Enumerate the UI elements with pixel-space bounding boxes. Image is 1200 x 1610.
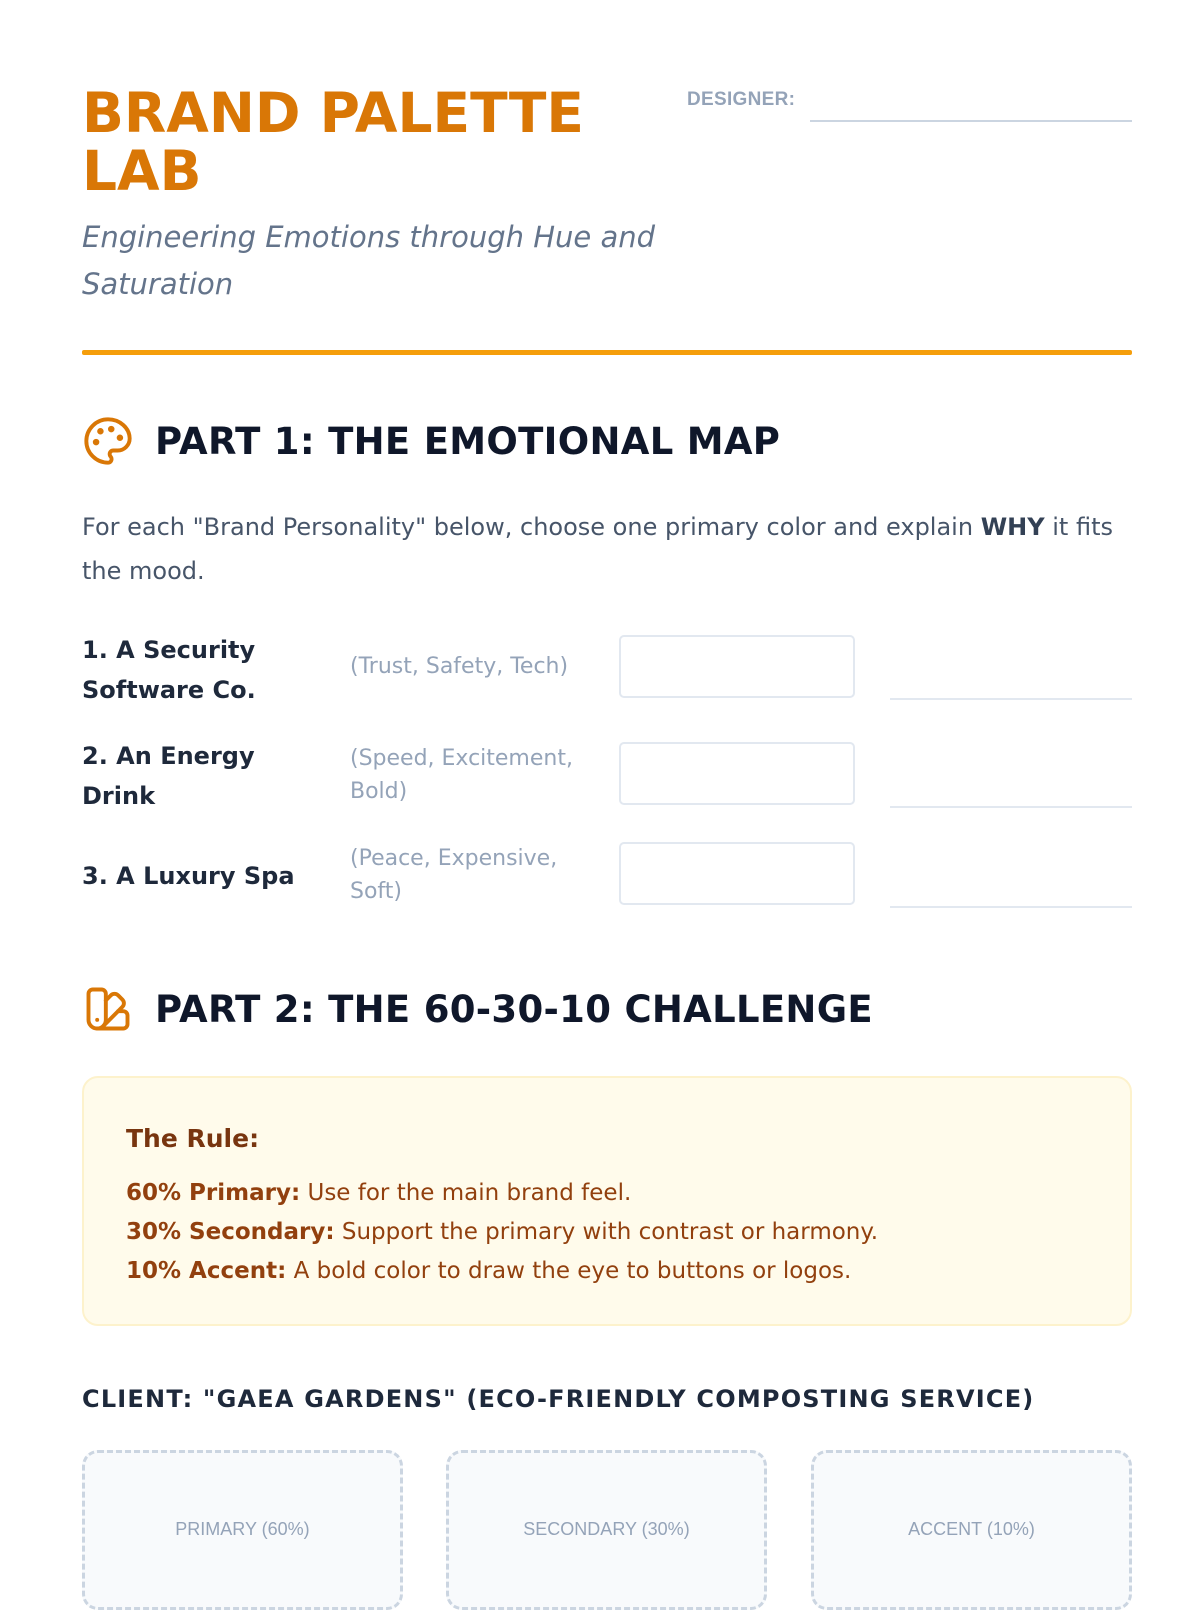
swatch-label: SECONDARY (30%) [523, 1519, 690, 1539]
personality-row [82, 736, 1132, 808]
rule-line-text: Support the primary with contrast or harmony. [334, 1219, 879, 1245]
personality-row [82, 836, 1132, 908]
intro-text-start: For each "Brand Personality" below, choose one primary color and explain [82, 513, 981, 541]
rule-line-text: Use for the main brand feel. [300, 1180, 632, 1206]
color-choice-box[interactable] [619, 742, 855, 805]
explanation-field[interactable] [890, 806, 1132, 808]
worksheet-page [82, 0, 1132, 1600]
swatch-book-icon [82, 983, 134, 1035]
personality-label: 1. A Security Software Co. [82, 636, 256, 704]
rule-callout [82, 1076, 1132, 1326]
part1-instructions [82, 505, 1132, 593]
page-subtitle: Engineering Emotions through Hue and Saturation [82, 220, 656, 301]
designer-label: DESIGNER: [687, 89, 796, 110]
rule-line [126, 1178, 631, 1208]
part1-title: PART 1: THE EMOTIONAL MAP [155, 420, 781, 463]
color-choice-box[interactable] [619, 842, 855, 905]
intro-text-end: it fits the mood. [82, 513, 1113, 585]
personality-label: 2. An Energy Drink [82, 742, 255, 810]
part2-title: PART 2: THE 60-30-10 CHALLENGE [155, 988, 873, 1031]
header-divider [82, 350, 1132, 355]
rule-line-key: 10% Accent: [126, 1258, 287, 1284]
rule-line-key: 60% Primary: [126, 1180, 301, 1206]
personality-hint: (Speed, Excitement, Bold) [350, 746, 573, 804]
palette-icon [82, 415, 134, 467]
explanation-field[interactable] [890, 698, 1132, 700]
personality-row [82, 630, 1132, 702]
rule-line [126, 1217, 878, 1247]
accent-swatch-box[interactable] [811, 1450, 1132, 1610]
page-title: BRAND PALETTE LAB [82, 81, 584, 203]
part2-heading [82, 978, 1132, 1038]
color-choice-box[interactable] [619, 635, 855, 698]
secondary-swatch-box[interactable] [446, 1450, 767, 1610]
primary-swatch-box[interactable] [82, 1450, 403, 1610]
intro-emphasis: WHY [980, 513, 1045, 541]
swatch-label: ACCENT (10%) [908, 1519, 1035, 1539]
designer-name-field[interactable] [810, 120, 1132, 122]
personality-label: 3. A Luxury Spa [82, 862, 295, 890]
client-title: CLIENT: "GAEA GARDENS" (ECO-FRIENDLY COMPOSTING SERVICE) [82, 1385, 1035, 1413]
personality-hint: (Peace, Expensive, Soft) [350, 846, 558, 904]
explanation-field[interactable] [890, 906, 1132, 908]
rule-line [126, 1256, 851, 1286]
rule-line-text: A bold color to draw the eye to buttons or logos. [286, 1258, 852, 1284]
rule-title: The Rule: [126, 1124, 260, 1153]
rule-line-key: 30% Secondary: [126, 1219, 335, 1245]
personality-hint: (Trust, Safety, Tech) [350, 654, 569, 679]
part1-heading [82, 410, 1132, 470]
swatch-label: PRIMARY (60%) [175, 1519, 310, 1539]
